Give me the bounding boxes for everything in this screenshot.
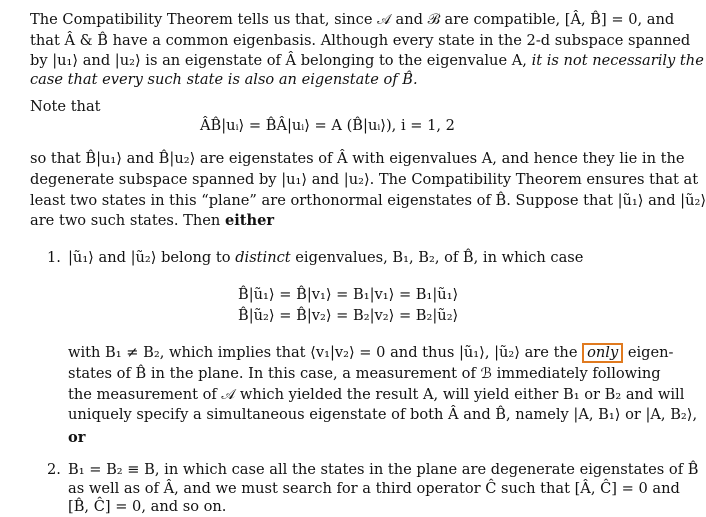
item1-or: or: [68, 429, 86, 446]
item1-line5: uniquely specify a simultaneous eigenstate of both Â and B̂, namely |A, B₁⟩ or |A, B₂⟩,: [68, 406, 698, 423]
para1-line2: that Â & B̂ have a common eigenbasis. Although every state in the 2-d subspace spanned: [30, 32, 691, 49]
item1-equation-2: B̂|ũ₂⟩ = B̂|v₂⟩ = B₂|v₂⟩ = B₂|ũ₂⟩: [238, 307, 459, 324]
para2-either: either: [224, 212, 275, 229]
note-equation: ÂB̂|uᵢ⟩ = B̂Â|uᵢ⟩ = A (B̂|uᵢ⟩), i = 1, 2: [200, 117, 455, 134]
item1-line3: states of B̂ in the plane. In this case, a measurement of ℬ immediately following: [68, 365, 661, 382]
para1-line3-text: by |u₁⟩ and |u₂⟩ is an eigenstate of Â belonging to the eigenvalue A,: [30, 52, 532, 69]
note-label: Note that: [30, 98, 101, 115]
item1-line2-b: eigen-: [623, 344, 674, 361]
item1-equation-1: B̂|ũ₁⟩ = B̂|v₁⟩ = B₁|v₁⟩ = B₁|ũ₁⟩: [238, 286, 459, 303]
item1-line4: the measurement of 𝒜 which yielded the result A, will yield either B₁ or B₂ and will: [68, 386, 685, 403]
para1-line1: The Compatibility Theorem tells us that, since 𝒜 and ℬ are compatible, [Â, B̂] = 0, and: [30, 11, 675, 28]
item1-line1-a: |ũ₁⟩ and |ũ₂⟩ belong to: [68, 249, 236, 266]
item1-line2-a: with B₁ ≠ B₂, which implies that ⟨v₁|v₂⟩ = 0 and thus |ũ₁⟩, |ũ₂⟩ are the: [68, 344, 583, 361]
para1-line4: [30, 70, 418, 90]
para2-line2: degenerate subspace spanned by |u₁⟩ and |u₂⟩. The Compatibility Theorem ensures that at: [30, 171, 699, 188]
para2-line3: least two states in this “plane” are orthonormal eigenstates of B̂. Suppose that |ũ₁⟩ and |ũ₂⟩: [30, 192, 706, 209]
para2-line4-text: are two such states. Then: [30, 212, 225, 229]
para1-line4-emphasis: case that every such state is also an eigenstate of B̂.: [30, 71, 418, 88]
item1-line1-c: eigenvalues, B₁, B₂, of B̂, in which case: [290, 249, 584, 266]
para2-line4: [30, 211, 274, 231]
para2-line1: so that B̂|u₁⟩ and B̂|u₂⟩ are eigenstates of Â with eigenvalues A, and hence they lie in the: [30, 150, 685, 167]
item1-line2: [68, 343, 674, 363]
item1-line1: [68, 248, 583, 268]
para1-line3-emphasis: it is not necessarily the: [531, 52, 704, 69]
item1-line1-distinct: distinct: [235, 249, 291, 266]
item2-line1: B₁ = B₂ ≡ B, in which case all the states in the plane are degenerate eigenstates of B̂: [68, 461, 699, 478]
item1-number: 1.: [47, 249, 61, 266]
item2-line2: as well as of Â, and we must search for a third operator Ĉ such that [Â, Ĉ] = 0 and: [68, 480, 680, 497]
item2-line3: [B̂, Ĉ] = 0, and so on.: [68, 498, 227, 515]
para1-line3: [30, 51, 704, 71]
item2-number: 2.: [47, 461, 61, 478]
only-highlight-box: only: [582, 343, 623, 363]
